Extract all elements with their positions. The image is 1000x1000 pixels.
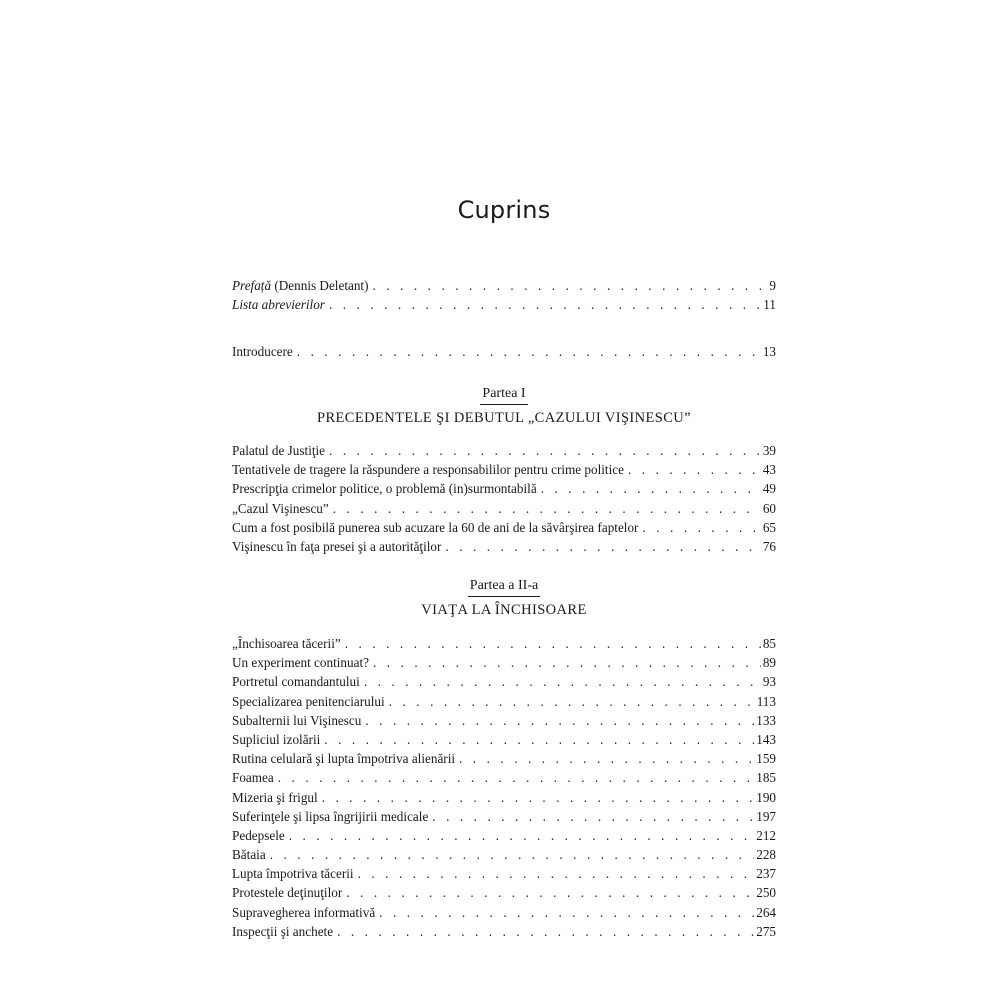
part1-entries xyxy=(232,441,776,556)
toc-entry-page: 143 xyxy=(756,731,776,747)
toc-entry-label: Rutina celulară şi lupta împotriva alienării xyxy=(232,751,456,767)
toc-entry[interactable] xyxy=(232,826,776,845)
toc-entry[interactable] xyxy=(232,864,776,883)
toc-entry-page: 113 xyxy=(756,693,776,709)
dot-leader xyxy=(329,441,761,460)
toc-entry-page: 212 xyxy=(756,827,776,843)
dot-leader xyxy=(358,864,755,883)
page-title: Cuprins xyxy=(457,196,551,224)
toc-entry-page: 197 xyxy=(756,808,776,824)
toc-entry[interactable] xyxy=(232,788,776,807)
toc-entry-label: Inspecţii şi anchete xyxy=(232,923,334,939)
part1-title: PRECEDENTELE ŞI DEBUTUL „CAZULUI VIŞINESCU” xyxy=(316,410,692,426)
toc-entry[interactable] xyxy=(232,711,776,730)
toc-entry[interactable] xyxy=(232,537,776,556)
toc-entry-label: Un experiment continuat? xyxy=(232,655,369,671)
toc-entry-page: 43 xyxy=(762,462,776,478)
toc-entry-page: 9 xyxy=(769,278,776,293)
toc-entry-page: 65 xyxy=(762,519,776,535)
toc-entry[interactable] xyxy=(232,479,776,498)
toc-entry[interactable] xyxy=(232,807,776,826)
toc-entry-label-suffix: (Dennis Deletant) xyxy=(271,278,369,293)
toc-entry-page: 250 xyxy=(756,885,776,901)
dot-leader xyxy=(270,845,755,864)
toc-entry-introduction[interactable] xyxy=(232,342,776,361)
dot-leader xyxy=(322,788,755,807)
part2-title: VIAŢA LA ÎNCHISOARE xyxy=(421,602,587,618)
toc-entry-abbreviations[interactable] xyxy=(232,295,776,314)
dot-leader xyxy=(297,342,761,361)
toc-entry-label: Bătaia xyxy=(232,847,266,863)
toc-entry-page: 237 xyxy=(756,866,776,882)
toc-entry-page: 39 xyxy=(762,443,776,458)
dot-leader xyxy=(541,479,761,498)
dot-leader xyxy=(365,711,754,730)
part2-label: Partea a II-a xyxy=(468,577,540,597)
introduction-list xyxy=(232,342,776,361)
toc-entry-label: „Cazul Vişinescu” xyxy=(232,500,329,516)
dot-leader xyxy=(364,672,761,691)
dot-leader xyxy=(278,768,754,787)
toc-entry-label: Tentativele de tragere la răspundere a responsabililor pentru crime politice xyxy=(232,462,624,478)
toc-entry[interactable] xyxy=(232,634,776,653)
toc-entry-label: Cum a fost posibilă punerea sub acuzare la 60 de ani de la săvârşirea faptelor xyxy=(232,519,639,535)
dot-leader xyxy=(345,634,761,653)
part1-heading xyxy=(232,384,776,428)
toc-entry-page: 11 xyxy=(763,297,776,313)
part2-entries xyxy=(232,634,776,941)
toc-entry-page: 93 xyxy=(762,674,776,690)
toc-entry-label: Prefață xyxy=(232,278,272,293)
dot-leader xyxy=(373,653,761,672)
toc-entry-label: Suferinţele şi lipsa îngrijirii medicale xyxy=(232,808,429,824)
part2-heading xyxy=(232,576,776,620)
dot-leader xyxy=(329,295,761,314)
toc-entry-label: Introducere xyxy=(232,344,293,359)
toc-entry-page: 228 xyxy=(756,847,776,863)
toc-entry-page: 185 xyxy=(756,770,776,786)
part1-label: Partea I xyxy=(480,385,527,405)
toc-entry[interactable] xyxy=(232,883,776,902)
toc-entry-label: Prescripţia crimelor politice, o problemă (in)surmontabilă xyxy=(232,481,537,497)
toc-entry-preface[interactable] xyxy=(232,276,776,295)
dot-leader xyxy=(333,499,761,518)
toc-entry-label: Mizeria şi frigul xyxy=(232,789,318,805)
toc-entry-page: 76 xyxy=(762,538,776,554)
toc-entry[interactable] xyxy=(232,749,776,768)
toc-page xyxy=(232,0,776,1000)
dot-leader xyxy=(459,749,754,768)
dot-leader xyxy=(628,460,761,479)
toc-entry[interactable] xyxy=(232,692,776,711)
dot-leader xyxy=(642,518,760,537)
toc-entry-label: Protestele deţinuţilor xyxy=(232,885,343,901)
toc-entry[interactable] xyxy=(232,441,776,460)
toc-entry-label: Foamea xyxy=(232,770,274,786)
toc-entry[interactable] xyxy=(232,518,776,537)
toc-entry-label: Lista abrevierilor xyxy=(232,297,325,313)
toc-entry-label: Specializarea penitenciarului xyxy=(232,693,385,709)
toc-entry[interactable] xyxy=(232,922,776,941)
dot-leader xyxy=(445,537,760,556)
dot-leader xyxy=(324,730,754,749)
toc-entry-page: 13 xyxy=(762,344,776,359)
toc-entry-label: Vişinescu în faţa presei şi a autorităţilor xyxy=(232,538,442,554)
toc-entry[interactable] xyxy=(232,845,776,864)
front-matter-list xyxy=(232,276,776,314)
toc-entry-label: Lupta împotriva tăcerii xyxy=(232,866,354,882)
dot-leader xyxy=(346,883,754,902)
toc-entry[interactable] xyxy=(232,730,776,749)
dot-leader xyxy=(389,692,755,711)
toc-entry[interactable] xyxy=(232,768,776,787)
toc-entry-page: 159 xyxy=(756,751,776,767)
toc-entry-page: 89 xyxy=(762,655,776,671)
dot-leader xyxy=(379,903,754,922)
toc-entry-page: 190 xyxy=(756,789,776,805)
toc-entry-label: Pedepsele xyxy=(232,827,285,843)
toc-entry-label: Supravegherea informativă xyxy=(232,904,376,920)
toc-entry-label: Supliciul izolării xyxy=(232,731,321,747)
dot-leader xyxy=(337,922,754,941)
toc-entry-page: 264 xyxy=(756,904,776,920)
toc-entry-page: 275 xyxy=(756,923,776,939)
toc-entry-page: 85 xyxy=(762,636,776,651)
toc-entry-page: 49 xyxy=(762,481,776,497)
toc-entry-page: 60 xyxy=(762,500,776,516)
toc-entry-label: Subalternii lui Vişinescu xyxy=(232,712,362,728)
toc-entry-page: 133 xyxy=(756,712,776,728)
dot-leader xyxy=(289,826,754,845)
dot-leader xyxy=(372,276,767,295)
toc-entry[interactable] xyxy=(232,903,776,922)
toc-entry[interactable] xyxy=(232,460,776,479)
dot-leader xyxy=(432,807,754,826)
toc-entry[interactable] xyxy=(232,672,776,691)
toc-entry-label: Palatul de Justiţie xyxy=(232,443,326,458)
toc-entry-label: „Închisoarea tăcerii” xyxy=(232,636,341,651)
toc-entry-label: Portretul comandantului xyxy=(232,674,360,690)
toc-entry[interactable] xyxy=(232,653,776,672)
toc-entry[interactable] xyxy=(232,499,776,518)
